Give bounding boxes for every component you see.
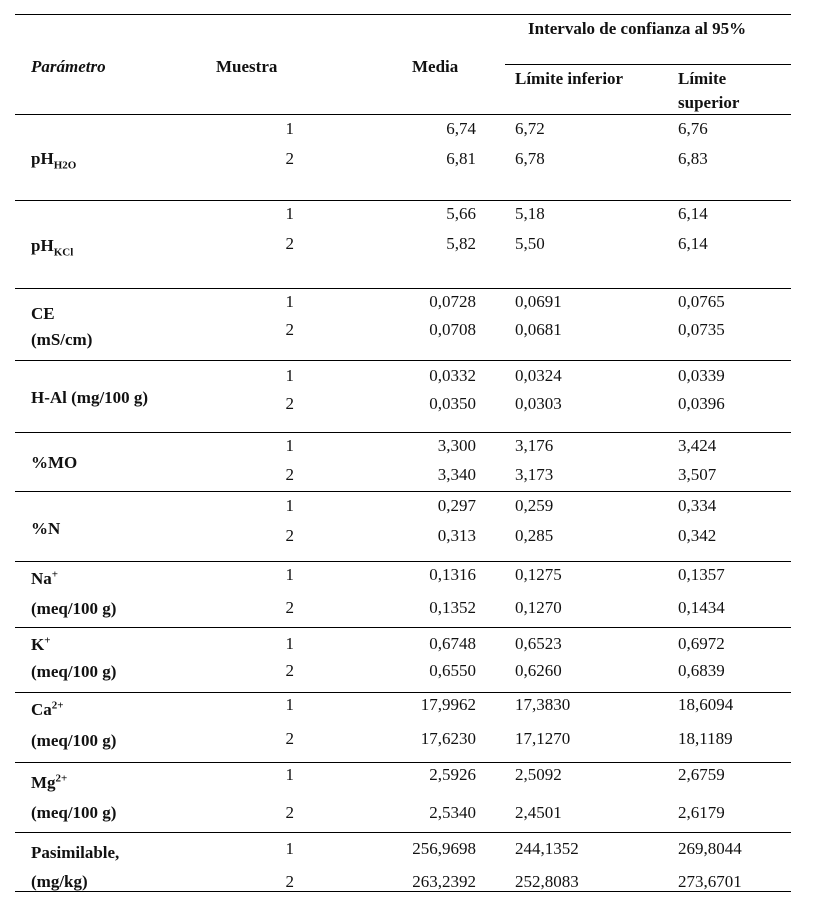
cell-limite-inferior: 0,1270 (515, 598, 562, 617)
cell-media: 6,81 (446, 149, 476, 168)
parameter-label (31, 389, 148, 406)
group-rule (15, 200, 791, 201)
parameter-label-main: Na (31, 569, 52, 588)
cell-media: 0,0708 (429, 320, 476, 339)
parameter-label (31, 236, 74, 259)
parameter-label-main: %N (31, 519, 61, 538)
parameter-label-main: CE (31, 304, 55, 323)
cell-media: 0,1316 (429, 565, 476, 584)
cell-limite-superior: 0,1434 (678, 598, 725, 617)
cell-limite-superior: 6,14 (678, 204, 708, 223)
parameter-label-main: Mg (31, 773, 56, 792)
header-intervalo: Intervalo de confianza al 95% (528, 19, 747, 38)
header-media: Media (412, 57, 459, 76)
cell-limite-superior: 0,342 (678, 526, 717, 545)
cell-media: 2,5340 (429, 803, 476, 822)
cell-limite-inferior: 244,1352 (515, 839, 579, 858)
cell-limite-inferior: 5,18 (515, 204, 545, 223)
parameter-unit: (mg/kg) (31, 872, 88, 891)
cell-limite-inferior: 0,0691 (515, 292, 562, 311)
cell-limite-superior: 18,1189 (678, 729, 733, 748)
parameter-label (31, 774, 67, 791)
cell-media: 17,9962 (420, 695, 476, 714)
cell-muestra: 1 (285, 436, 294, 455)
group-rule (15, 360, 791, 361)
parameter-label-subscript: H2O (53, 159, 77, 172)
cell-muestra: 1 (285, 292, 294, 311)
cell-limite-superior: 0,6972 (678, 634, 725, 653)
parameter-label-superscript: + (44, 634, 51, 647)
parameter-unit: (mS/cm) (31, 330, 93, 349)
cell-limite-inferior: 3,176 (515, 436, 554, 455)
cell-media: 3,300 (437, 436, 476, 455)
parameter-label-main: pH (31, 236, 54, 255)
parameter-label (31, 520, 60, 537)
cell-limite-inferior: 17,3830 (515, 695, 571, 714)
cell-muestra: 2 (285, 394, 294, 413)
cell-muestra: 2 (285, 149, 294, 168)
bottom-rule (15, 891, 791, 892)
cell-muestra: 1 (285, 695, 294, 714)
header-rule (15, 114, 791, 115)
cell-limite-inferior: 252,8083 (515, 872, 579, 891)
cell-media: 5,82 (446, 234, 476, 253)
parameter-label-main: K (31, 635, 45, 654)
cell-limite-inferior: 0,6523 (515, 634, 562, 653)
cell-limite-superior: 3,507 (678, 465, 717, 484)
cell-limite-superior: 3,424 (678, 436, 717, 455)
cell-limite-superior: 0,0735 (678, 320, 725, 339)
parameter-unit: (meq/100 g) (31, 662, 117, 681)
cell-limite-superior: 0,0396 (678, 394, 725, 413)
parameter-label (31, 305, 55, 322)
header-limite-superior-line2: superior (678, 93, 740, 112)
cell-limite-inferior: 0,0681 (515, 320, 562, 339)
parameter-label (31, 149, 77, 172)
parameter-label (31, 454, 77, 471)
cell-limite-superior: 273,6701 (678, 872, 742, 891)
cell-media: 0,0728 (429, 292, 476, 311)
cell-media: 0,0332 (429, 366, 476, 385)
parameter-label-superscript: 2+ (51, 699, 64, 712)
cell-limite-inferior: 6,72 (515, 119, 545, 138)
cell-limite-superior: 0,334 (678, 496, 717, 515)
parameter-label (31, 636, 51, 653)
cell-limite-superior: 6,14 (678, 234, 708, 253)
cell-limite-inferior: 17,1270 (515, 729, 571, 748)
cell-media: 0,0350 (429, 394, 476, 413)
cell-limite-inferior: 2,4501 (515, 803, 562, 822)
cell-media: 2,5926 (429, 765, 476, 784)
cell-limite-superior: 0,1357 (678, 565, 725, 584)
cell-media: 5,66 (446, 204, 476, 223)
parameter-label-main: H-Al (mg/100 g) (31, 388, 149, 407)
cell-limite-inferior: 0,6260 (515, 661, 562, 680)
cell-media: 3,340 (437, 465, 476, 484)
cell-limite-superior: 0,0765 (678, 292, 725, 311)
cell-media: 17,6230 (420, 729, 476, 748)
cell-media: 256,9698 (412, 839, 476, 858)
parameter-label (31, 701, 64, 718)
header-limite-inferior: Límite inferior (515, 69, 624, 88)
cell-limite-superior: 2,6759 (678, 765, 725, 784)
cell-limite-inferior: 6,78 (515, 149, 545, 168)
cell-muestra: 1 (285, 565, 294, 584)
parameter-label (31, 844, 119, 861)
cell-muestra: 1 (285, 496, 294, 515)
cell-media: 0,6748 (429, 634, 476, 653)
cell-muestra: 2 (285, 598, 294, 617)
cell-muestra: 1 (285, 366, 294, 385)
cell-media: 0,313 (437, 526, 476, 545)
cell-limite-superior: 18,6094 (678, 695, 734, 714)
cell-media: 6,74 (446, 119, 476, 138)
cell-muestra: 2 (285, 526, 294, 545)
cell-limite-superior: 2,6179 (678, 803, 725, 822)
cell-limite-superior: 269,8044 (678, 839, 742, 858)
parameter-unit: (meq/100 g) (31, 599, 117, 618)
group-rule (15, 627, 791, 628)
cell-media: 263,2392 (412, 872, 476, 891)
parameter-unit: (meq/100 g) (31, 731, 117, 750)
cell-muestra: 1 (285, 634, 294, 653)
group-rule (15, 491, 791, 492)
group-rule (15, 432, 791, 433)
parameter-label-superscript: 2+ (55, 772, 68, 785)
cell-muestra: 2 (285, 465, 294, 484)
cell-muestra: 1 (285, 204, 294, 223)
parameter-label-subscript: KCl (53, 246, 74, 259)
cell-muestra: 1 (285, 765, 294, 784)
group-rule (15, 692, 791, 693)
cell-muestra: 2 (285, 661, 294, 680)
cell-limite-superior: 0,6839 (678, 661, 725, 680)
cell-media: 0,297 (437, 496, 476, 515)
cell-muestra: 2 (285, 729, 294, 748)
header-parametro: Parámetro (31, 57, 106, 76)
cell-media: 0,1352 (429, 598, 476, 617)
cell-limite-inferior: 2,5092 (515, 765, 562, 784)
cell-limite-inferior: 3,173 (515, 465, 554, 484)
cell-limite-inferior: 0,0303 (515, 394, 562, 413)
cell-limite-inferior: 0,1275 (515, 565, 562, 584)
cell-limite-inferior: 0,259 (515, 496, 554, 515)
parameter-label-main: pH (31, 149, 54, 168)
cell-limite-inferior: 0,0324 (515, 366, 562, 385)
group-rule (15, 762, 791, 763)
parameter-label (31, 570, 58, 587)
cell-muestra: 2 (285, 872, 294, 891)
cell-limite-superior: 6,76 (678, 119, 708, 138)
cell-muestra: 1 (285, 839, 294, 858)
group-rule (15, 832, 791, 833)
cell-limite-inferior: 0,285 (515, 526, 554, 545)
parameter-label-superscript: + (51, 568, 59, 581)
cell-muestra: 1 (285, 119, 294, 138)
parameter-label-main: Pasimilable, (31, 843, 120, 862)
interval-rule (505, 64, 791, 65)
parameter-label-main: Ca (31, 700, 52, 719)
cell-limite-superior: 0,0339 (678, 366, 725, 385)
group-rule (15, 288, 791, 289)
cell-media: 0,6550 (429, 661, 476, 680)
cell-limite-inferior: 5,50 (515, 234, 545, 253)
cell-muestra: 2 (285, 803, 294, 822)
top-rule (15, 14, 791, 15)
group-rule (15, 561, 791, 562)
cell-muestra: 2 (285, 320, 294, 339)
parameter-label-main: %MO (31, 453, 78, 472)
cell-muestra: 2 (285, 234, 294, 253)
header-limite-superior-line1: Límite (678, 69, 727, 88)
cell-limite-superior: 6,83 (678, 149, 708, 168)
parameter-unit: (meq/100 g) (31, 803, 117, 822)
header-muestra: Muestra (216, 57, 278, 76)
